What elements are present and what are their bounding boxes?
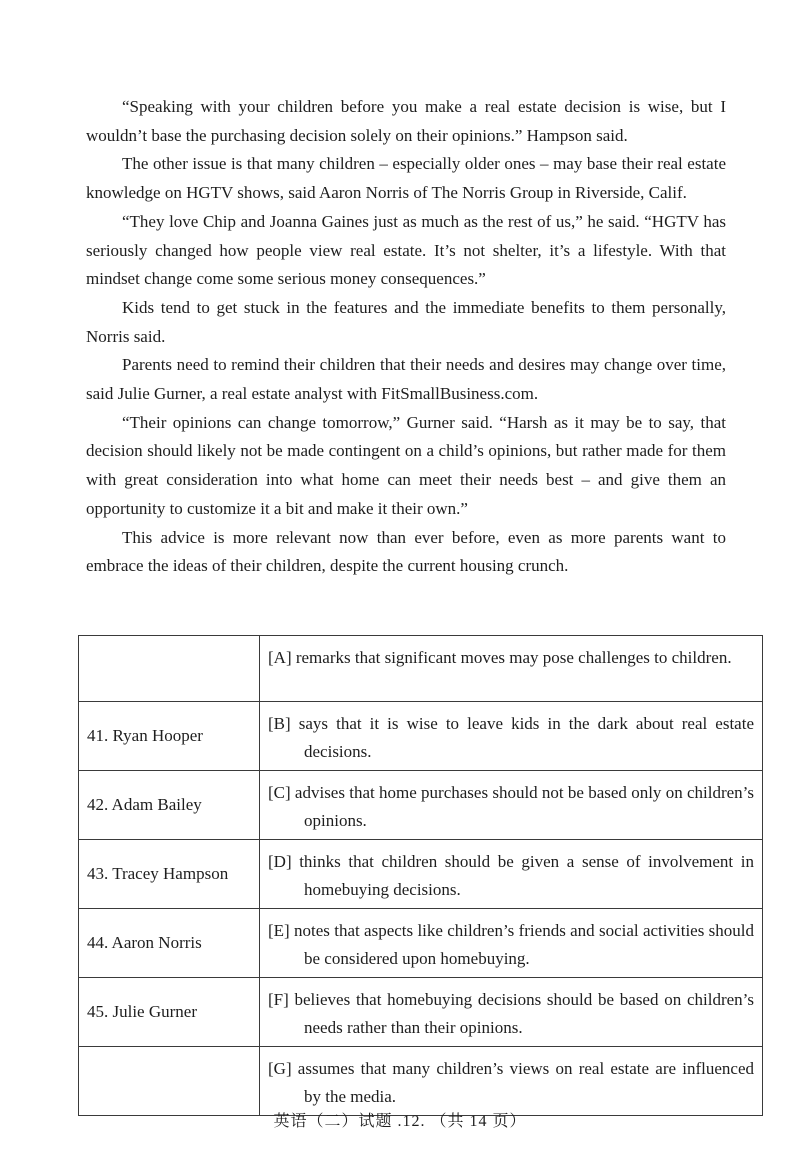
table-row [79, 771, 763, 840]
passage-paragraph: Kids tend to get stuck in the features and the immediate benefits to them personally, Norris said. [86, 297, 726, 346]
passage-paragraph: “Their opinions can change tomorrow,” Gurner said. “Harsh as it may be to say, that decision should likely not be made contingent on a child’s opinions, but rather made for them with great consideration into what home can meet their needs best – and give them an opportunity to customize it a bit and make it their own.” [86, 412, 726, 518]
option-text: [C] advises that home purchases should not be based only on children’s opinions. [268, 783, 754, 830]
passage-paragraph: “They love Chip and Joanna Gaines just as much as the rest of us,” he said. “HGTV has seriously changed how people view real estate. It’s not shelter, it’s a lifestyle. With that mindset change come some serious money consequences.” [86, 211, 726, 289]
table-row [79, 978, 763, 1047]
passage-paragraph: The other issue is that many children – especially older ones – may base their real estate knowledge on HGTV shows, said Aaron Norris of The Norris Group in Riverside, Calif. [86, 154, 726, 203]
passage-paragraph: Parents need to remind their children that their needs and desires may change over time, said Julie Gurner, a real estate analyst with FitSmallBusiness.com. [86, 355, 726, 404]
table-row [79, 1047, 763, 1116]
option-cell [260, 771, 763, 840]
table-row [79, 636, 763, 702]
option-cell [260, 702, 763, 771]
option-text: [E] notes that aspects like children’s friends and social activities should be considered upon homebuying. [268, 921, 754, 968]
person-name-cell [79, 636, 260, 702]
option-cell [260, 636, 763, 702]
person-name-cell: 44. Aaron Norris [79, 909, 260, 978]
option-text: [F] believes that homebuying decisions should be based on children’s needs rather than their opinions. [268, 990, 754, 1037]
passage-paragraph: “Speaking with your children before you make a real estate decision is wise, but I wouldn’t base the purchasing decision solely on their opinions.” Hampson said. [86, 97, 726, 145]
person-name-cell: 41. Ryan Hooper [79, 702, 260, 771]
table-row [79, 909, 763, 978]
page-footer: 英语（二）试题 .12. （共 14 页） [273, 1113, 527, 1130]
table-row [79, 702, 763, 771]
option-cell [260, 978, 763, 1047]
option-text: [D] thinks that children should be given a sense of involvement in homebuying decisions. [268, 852, 754, 899]
option-text: [G] assumes that many children’s views on real estate are influenced by the media. [268, 1059, 754, 1106]
person-name-cell: 42. Adam Bailey [79, 771, 260, 840]
passage-paragraph: This advice is more relevant now than ever before, even as more parents want to embrace the ideas of their children, despite the current housing crunch. [86, 527, 726, 576]
option-cell [260, 1047, 763, 1116]
matching-table [78, 635, 763, 1116]
person-name-cell: 45. Julie Gurner [79, 978, 260, 1047]
person-name-cell [79, 1047, 260, 1116]
option-cell [260, 909, 763, 978]
option-cell [260, 840, 763, 909]
table-row [79, 840, 763, 909]
option-text: [B] says that it is wise to leave kids in the dark about real estate decisions. [268, 714, 754, 761]
reading-passage [86, 93, 726, 581]
person-name-cell: 43. Tracey Hampson [79, 840, 260, 909]
option-text: [A] remarks that significant moves may pose challenges to children. [268, 648, 732, 667]
